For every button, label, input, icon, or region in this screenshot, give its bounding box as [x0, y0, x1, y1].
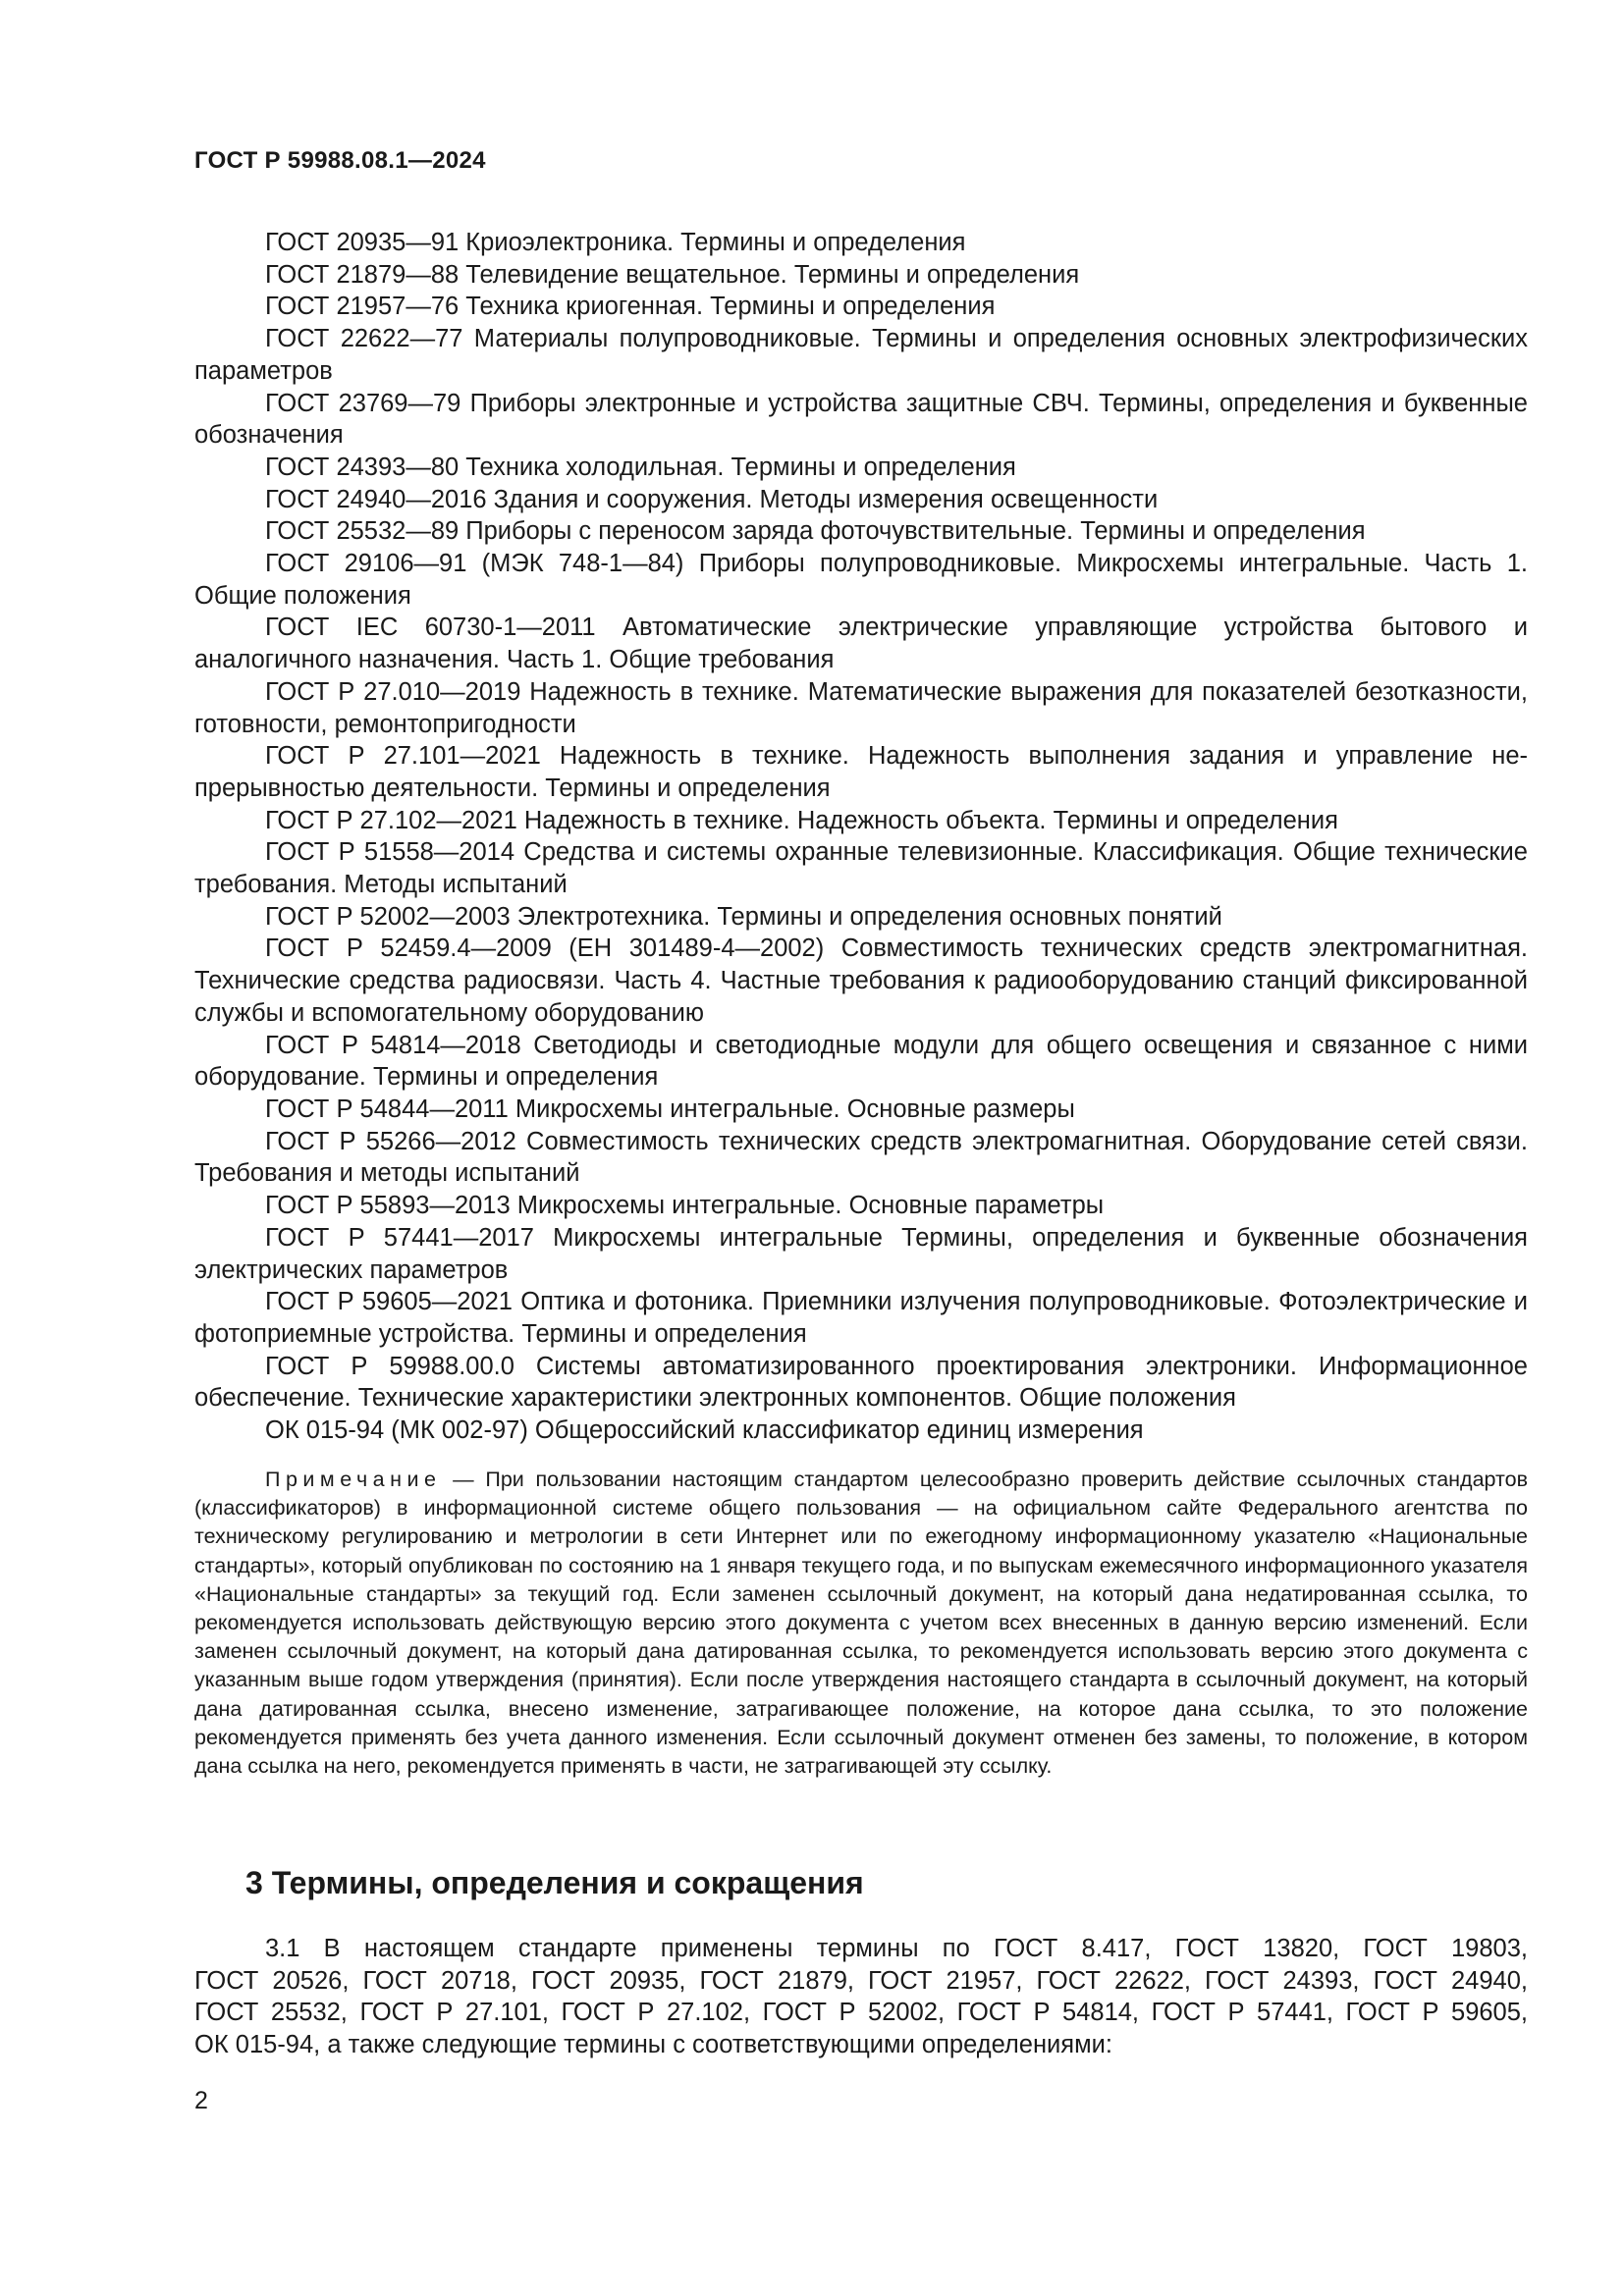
paragraph-line: ГОСТ 25532, ГОСТ Р 27.101, ГОСТ Р 27.102, ГОСТ Р 52002, ГОСТ Р 54814, ГОСТ Р 57441, ГОСТ Р 59605, — [194, 1999, 1528, 2027]
reference-entry: ГОСТ 24393—80 Техника холодильная. Термины и определения — [265, 453, 1016, 481]
section-heading: 3 Термины, определения и сокращения — [245, 1865, 864, 1900]
reference-entry: ГОСТ Р 52002—2003 Электротехника. Термины и определения основных понятий — [265, 902, 1222, 931]
note-block — [194, 1466, 1528, 1781]
note-text: — При пользовании настоящим стандартом целесообразно проверить действие ссылочных стандартов (классификаторов) в информационной системе общего пользования — на официальном сайте Федерального агентства по техническому регулированию и метрологии в сети Интернет или по ежегодному информационному указателю «Национальные стандарты», который опубликован по состоянию на 1 января текущего года, и по выпускам ежемесячного информационного указателя «Национальные стандарты» за текущий год. Если заменен ссылочный документ, на который дана недатированная ссылка, то рекомендуется использовать действующую версию этого документа с учетом всех внесенных в данную версию изменений. Если заменен ссылочный документ, на который дана датированная ссылка, то рекомендуется использовать версию этого документа с указанным выше годом утверждения (принятия). Если после утверждения настоящего стандарта в ссылочный документ, на который дана датированная ссылка, внесено изменение, затрагивающее положение, на которое дана ссылка, то это положение рекомендуется применять без учета данного изменения. Если ссылочный документ отменен без замены, то положение, в котором дана ссылка на него, рекомендуется применять в части, не затрагивающей эту ссылку. — [194, 1468, 1528, 1779]
reference-entry: ГОСТ IEC 60730-1—2011 Автоматические электрические управляющие устройства бытового и аналогичного назначения. Часть 1. Общие требования — [194, 614, 1528, 674]
page-number: 2 — [194, 2087, 208, 2114]
reference-entry: ГОСТ Р 55893—2013 Микросхемы интегральные. Основные параметры — [265, 1192, 1105, 1220]
reference-entry: ГОСТ Р 27.102—2021 Надежность в технике. Надежность объекта. Термины и определения — [265, 806, 1338, 834]
reference-entry: ГОСТ 22622—77 Материалы полупроводниковые. Термины и определения основных электрофизических параметров — [194, 325, 1528, 385]
reference-entry: ГОСТ 21957—76 Техника криогенная. Термины и определения — [265, 293, 996, 321]
reference-entry: ГОСТ 23769—79 Приборы электронные и устройства защитные СВЧ. Термины, определения и буквенные обозначения — [194, 389, 1528, 450]
reference-entry: ГОСТ 20935—91 Криоэлектроника. Термины и определения — [265, 229, 966, 256]
reference-entry: ГОСТ Р 51558—2014 Средства и системы охранные телевизионные. Классификация. Общие технические требования. Методы испытаний — [194, 838, 1528, 899]
reference-entry: ГОСТ Р 59988.00.0 Системы автоматизированного проектирования электроники. Информационное обеспечение. Технические характеристики электронных компонентов. Общие положения — [194, 1352, 1528, 1413]
reference-entry: ГОСТ 24940—2016 Здания и сооружения. Методы измерения освещенности — [265, 485, 1159, 513]
reference-entry: ГОСТ 21879—88 Телевидение вещательное. Термины и определения — [265, 260, 1080, 289]
reference-entry: ГОСТ 29106—91 (МЭК 748-1—84) Приборы полупроводниковые. Микросхемы интегральные. Часть 1. Общие положения — [194, 550, 1528, 610]
reference-entry: ГОСТ Р 55266—2012 Совместимость технических средств электромагнитная. Оборудование сетей связи. Требования и методы испытаний — [194, 1127, 1528, 1188]
paragraph-line: ОК 015-94, а также следующие термины с соответствующими определениями: — [194, 2031, 1112, 2059]
note-label: Примечание — [265, 1468, 442, 1491]
reference-entry: ГОСТ Р 54814—2018 Светодиоды и светодиодные модули для общего освещения и связанное с ними оборудование. Термины и определения — [194, 1031, 1528, 1092]
section-paragraph — [194, 1933, 1528, 2061]
paragraph-line: ГОСТ 20526, ГОСТ 20718, ГОСТ 20935, ГОСТ 21879, ГОСТ 21957, ГОСТ 22622, ГОСТ 24393, ГОСТ 24940, — [194, 1966, 1528, 1995]
reference-entry: ГОСТ Р 27.010—2019 Надежность в технике. Математические выражения для показателей безотказности, готовности, ремонтопригодности — [194, 677, 1528, 738]
reference-entry: ГОСТ Р 54844—2011 Микросхемы интегральные. Основные размеры — [265, 1095, 1075, 1123]
reference-entry: ГОСТ Р 57441—2017 Микросхемы интегральные Термины, определения и буквенные обозначения электрических параметров — [194, 1223, 1528, 1284]
reference-entry: ГОСТ Р 52459.4—2009 (ЕН 301489-4—2002) Совместимость технических средств электромагнитная. Технические средства радиосвязи. Часть 4. Частные требования к радиооборудованию станций фиксированной службы и вспомогательному оборудованию — [194, 934, 1528, 1027]
reference-entry: ГОСТ Р 59605—2021 Оптика и фотоника. Приемники излучения полупроводниковые. Фотоэлектрические и фотоприемные устройства. Термины и определения — [194, 1288, 1528, 1348]
paragraph-line: 3.1 В настоящем стандарте применены термины по ГОСТ 8.417, ГОСТ 13820, ГОСТ 19803, — [265, 1935, 1528, 1962]
reference-entry: ГОСТ 25532—89 Приборы с переносом заряда фоточувствительные. Термины и определения — [265, 517, 1366, 546]
reference-entry: ОК 015-94 (МК 002-97) Общероссийский классификатор единиц измерения — [265, 1416, 1144, 1445]
reference-entry: ГОСТ Р 27.101—2021 Надежность в технике. Надежность выполнения задания и управление непрерывностью деятельности. Термины и определения — [194, 742, 1528, 802]
note-paragraph — [194, 1466, 1528, 1781]
document-header-code: ГОСТ Р 59988.08.1—2024 — [194, 147, 486, 174]
normative-references-list — [194, 227, 1528, 1447]
